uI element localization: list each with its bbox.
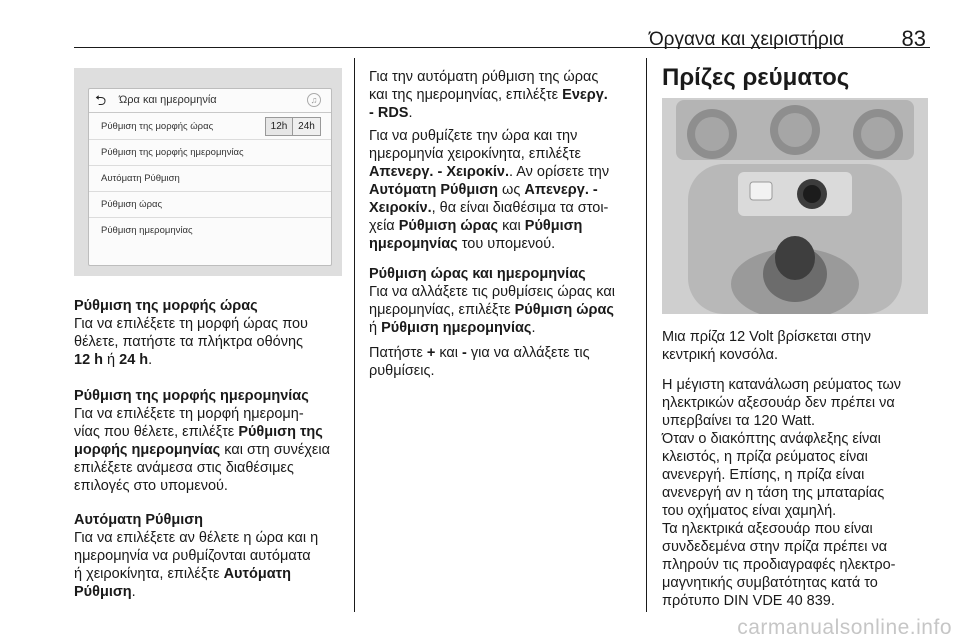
- screen-title: Ώρα και ημερομηνία: [119, 94, 217, 106]
- text-run: και στη συνέχεια: [220, 442, 330, 458]
- text-run: ή: [103, 352, 120, 368]
- music-note-icon[interactable]: ♫: [307, 93, 321, 107]
- text-line: [74, 423, 346, 441]
- bold-term: Ενεργ.: [562, 87, 608, 103]
- text-line: Για να ρυθμίζετε την ώρα και την: [369, 128, 578, 144]
- text-run: χεία: [369, 218, 399, 234]
- text-line: ημερομηνία χειροκίνητα, επιλέξτε: [369, 146, 581, 162]
- text-line: πρότυπο DIN VDE 40 839.: [662, 593, 835, 609]
- text-line: Για την αυτόματη ρύθμιση της ώρας: [369, 69, 599, 85]
- menu-item-label: Ρύθμιση ημερομηνίας: [101, 225, 193, 236]
- menu-item-set-date[interactable]: [89, 218, 331, 244]
- menu-item-set-time[interactable]: [89, 192, 331, 218]
- menu-item-auto-set[interactable]: [89, 166, 331, 192]
- section-heading: Ρύθμιση της μορφής ώρας: [74, 298, 258, 314]
- bold-term: ημερομηνίας: [369, 236, 458, 252]
- text-run: .: [531, 320, 536, 336]
- bold-term: Ρύθμιση: [524, 218, 583, 234]
- bold-term: Απενεργ. - Χειροκίν.: [369, 164, 509, 180]
- back-arrow-icon[interactable]: ⮌: [95, 92, 107, 108]
- bold-term: -: [462, 345, 467, 361]
- text-run: . Αν ορίσετε την: [508, 164, 610, 180]
- text-run: ή: [369, 320, 382, 336]
- text-run: και: [498, 218, 525, 234]
- col3-paragraph-inactive: [662, 430, 932, 520]
- screen-header: [89, 89, 331, 113]
- text-line: [74, 583, 346, 601]
- text-line: κλειστός, η πρίζα ρεύματος είναι: [662, 449, 868, 465]
- section-title-power-outlets: Πρίζες ρεύματος: [662, 64, 850, 91]
- text-line: [369, 235, 639, 253]
- text-line: υπερβαίνει τα 120 Watt.: [662, 413, 816, 429]
- text-line: Όταν ο διακόπτης ανάφλεξης είναι: [662, 431, 881, 447]
- menu-item-label: Ρύθμιση ώρας: [101, 199, 163, 210]
- time-format-toggle: [265, 117, 321, 136]
- text-line: κεντρική κονσόλα.: [662, 347, 779, 363]
- text-line: ημερομηνία να ρυθμίζονται αυτόματα: [74, 548, 311, 564]
- section-heading: Αυτόματη Ρύθμιση: [74, 512, 204, 528]
- text-line: ηλεκτρικών αξεσουάρ δεν πρέπει να: [662, 395, 895, 411]
- text-line: Για να αλλάξετε τις ρυθμίσεις ώρας και: [369, 284, 615, 300]
- text-line: Για να επιλέξετε αν θέλετε η ώρα και η: [74, 530, 319, 546]
- bold-term: 24 h: [119, 352, 149, 368]
- bold-term: Ρύθμιση ώρας: [514, 302, 614, 318]
- text-run: για να αλλάξετε τις: [466, 345, 590, 361]
- text-line: [369, 163, 639, 181]
- col1-section-date-format: [74, 387, 346, 495]
- text-line: [369, 301, 639, 319]
- menu-item-label: Αυτόματη Ρύθμιση: [101, 173, 180, 184]
- bold-term: Ρύθμιση ημερομηνίας: [381, 320, 532, 336]
- text-line: Για να επιλέξετε τη μορφή ημερομη-: [74, 406, 304, 422]
- text-line: [369, 319, 639, 337]
- text-run: .: [148, 352, 153, 368]
- text-line: συνδεδεμένα στην πρίζα πρέπει να: [662, 539, 888, 555]
- col2-paragraph-plus-minus: [369, 344, 639, 380]
- text-line: του οχήματος είναι χαμηλή.: [662, 503, 837, 519]
- section-heading: Ρύθμιση της μορφής ημερομηνίας: [74, 388, 309, 404]
- text-line: πληρούν τις προδιαγραφές ηλεκτρο-: [662, 557, 896, 573]
- text-run: Πατήστε: [369, 345, 427, 361]
- bold-term: Ρύθμιση: [74, 584, 132, 600]
- col2-paragraph-manual: [369, 127, 639, 253]
- text-line: Τα ηλεκτρικά αξεσουάρ που είναι: [662, 521, 873, 537]
- text-line: [369, 104, 639, 122]
- text-run: και: [435, 345, 463, 361]
- col2-paragraph-auto: [369, 68, 639, 122]
- text-line: [369, 181, 639, 199]
- col3-paragraph-emc: [662, 520, 932, 610]
- text-run: ως: [498, 182, 525, 198]
- infotainment-screen: [88, 88, 332, 266]
- bold-term: μορφής ημερομηνίας: [74, 442, 221, 458]
- text-run: ή χειροκίνητα, επιλέξτε: [74, 566, 224, 582]
- text-run: νίας που θέλετε, επιλέξτε: [74, 424, 239, 440]
- settings-screenshot-figure: [74, 68, 342, 276]
- menu-item-label: Ρύθμιση της μορφής ώρας: [101, 121, 214, 132]
- bold-term: Αυτόματη: [223, 566, 291, 582]
- text-line: Μια πρίζα 12 Volt βρίσκεται στην: [662, 329, 872, 345]
- col3-paragraph-max-power: [662, 376, 932, 430]
- col1-section-time-format: [74, 297, 346, 369]
- section-heading: Ρύθμιση ώρας και ημερομηνίας: [369, 266, 586, 282]
- text-line: μαγνητικής συμβατότητας κατά το: [662, 575, 878, 591]
- text-line: θέλετε, πατήστε τα πλήκτρα οθόνης: [74, 334, 304, 350]
- text-line: [74, 565, 346, 583]
- page-header: [74, 0, 930, 51]
- bold-term: 12 h: [74, 352, 104, 368]
- bold-term: Αυτόματη Ρύθμιση: [369, 182, 499, 198]
- col3-paragraph-location: [662, 328, 932, 364]
- text-line: επιλέξετε ανάμεσα στις διαθέσιμες: [74, 460, 294, 476]
- text-run: και της ημερομηνίας, επιλέξτε: [369, 87, 563, 103]
- bold-term: Ρύθμιση ώρας: [398, 218, 499, 234]
- text-line: επιλογές στο υπομενού.: [74, 478, 228, 494]
- text-line: [369, 344, 639, 362]
- text-line: [74, 441, 346, 459]
- bold-term: Χειροκίν.: [369, 200, 432, 216]
- page-number: 83: [901, 26, 926, 51]
- bold-term: Απενεργ. -: [524, 182, 598, 198]
- header-title: Όργανα και χειριστήρια: [648, 29, 844, 50]
- bold-term: Ρύθμιση της: [238, 424, 323, 440]
- text-line: ρυθμίσεις.: [369, 363, 435, 379]
- watermark: carmanualsonline.info: [737, 616, 952, 639]
- menu-item-time-format[interactable]: [89, 114, 331, 140]
- toggle-24h-button[interactable]: 24h: [293, 117, 321, 136]
- bold-term: - RDS: [369, 105, 409, 121]
- text-run: ημερομηνίας, επιλέξτε: [369, 302, 515, 318]
- toggle-12h-button[interactable]: 12h: [265, 117, 293, 136]
- text-run: .: [131, 584, 136, 600]
- text-run: , θα είναι διαθέσιμα τα στοι-: [431, 200, 609, 216]
- text-line: [369, 86, 639, 104]
- col2-section-set-time-date: [369, 265, 639, 337]
- text-run: .: [408, 105, 413, 121]
- text-line: Η μέγιστη κατανάλωση ρεύματος των: [662, 377, 902, 393]
- console-illustration: [662, 98, 928, 314]
- menu-item-date-format[interactable]: [89, 140, 331, 166]
- col1-section-auto-set: [74, 511, 346, 601]
- text-line: [74, 351, 346, 369]
- menu-item-label: Ρύθμιση της μορφής ημερομηνίας: [101, 147, 244, 158]
- text-line: [369, 217, 639, 235]
- bold-term: +: [426, 345, 436, 361]
- power-outlet-photo: [662, 98, 928, 314]
- column-divider-right: [646, 58, 647, 612]
- text-line: ανενεργή αν η τάση της μπαταρίας: [662, 485, 885, 501]
- text-line: ανενεργή. Επίσης, η πρίζα είναι: [662, 467, 865, 483]
- text-line: [369, 199, 639, 217]
- column-divider-left: [354, 58, 355, 612]
- text-run: του υπομενού.: [457, 236, 556, 252]
- text-line: Για να επιλέξετε τη μορφή ώρας που: [74, 316, 308, 332]
